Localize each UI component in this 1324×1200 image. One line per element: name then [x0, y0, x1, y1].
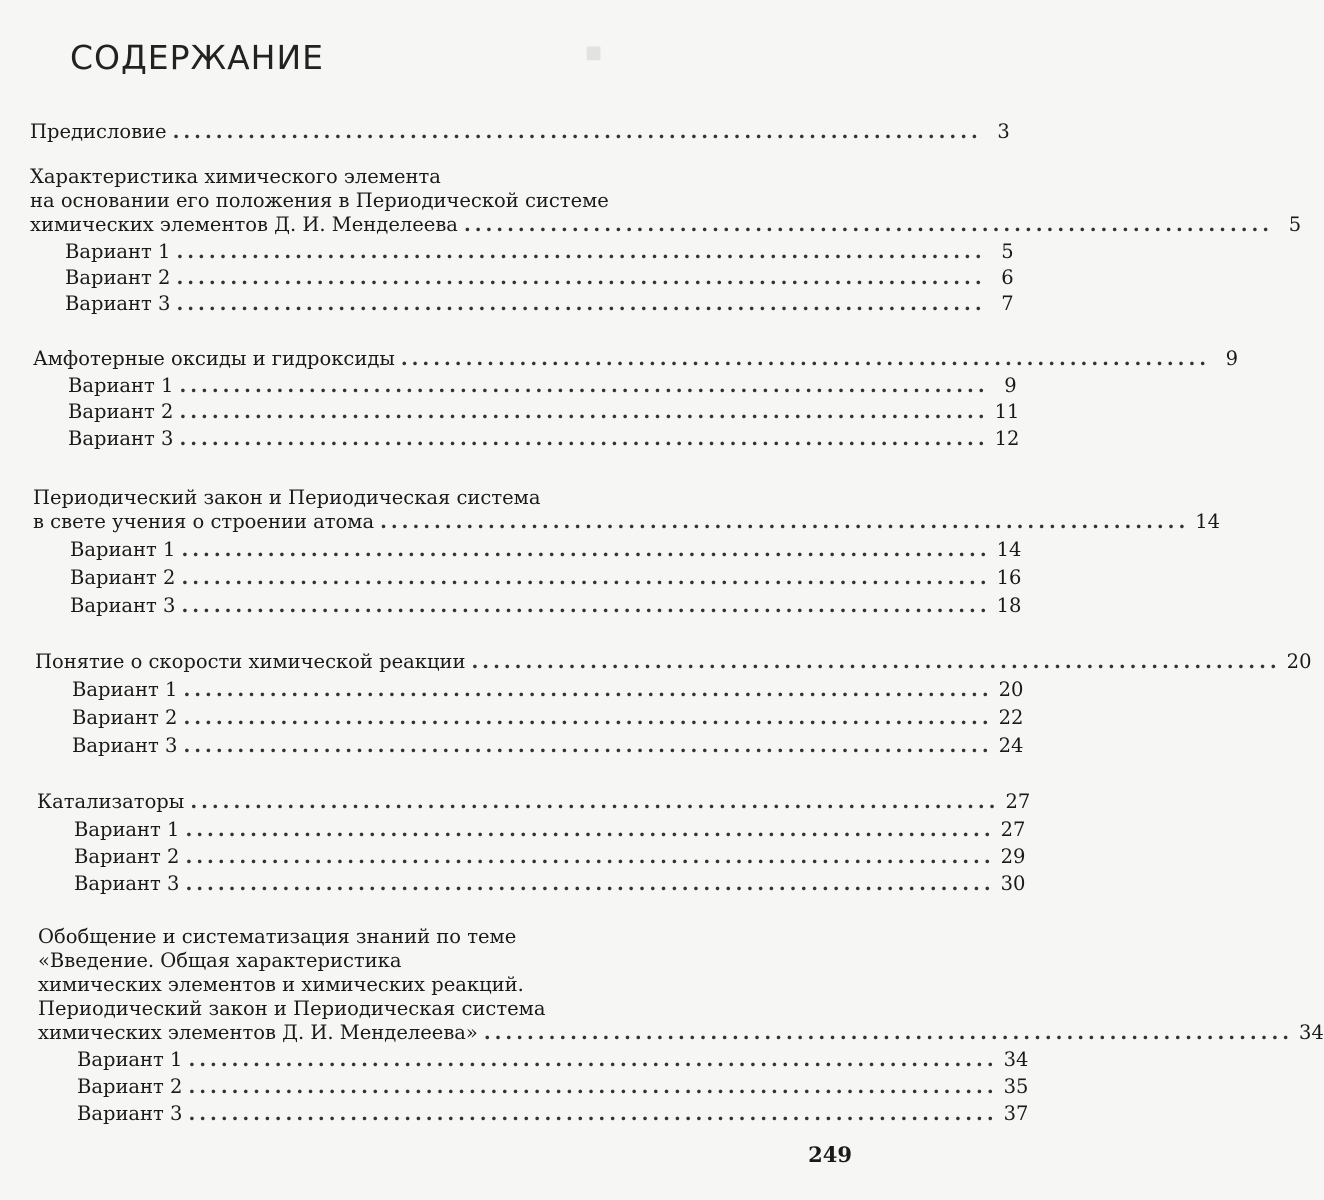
toc-leader: ........................................................................... — [179, 400, 989, 423]
toc-entry-page: 14 — [1195, 510, 1221, 533]
toc-leader: ........................................................................... — [181, 594, 991, 617]
toc-entry-title: Вариант 3 — [70, 594, 176, 617]
toc-entry-page: 5 — [1288, 213, 1302, 236]
toc-entry-page: 27 — [1000, 818, 1026, 841]
toc-entry-page: 22 — [998, 706, 1024, 729]
toc-leader: ........................................................................... — [190, 790, 1000, 813]
toc-leader: ........................................................................... — [183, 706, 993, 729]
toc-entry-title: Вариант 2 — [68, 400, 174, 423]
toc-subentry-variant[interactable] — [77, 1075, 1029, 1099]
toc-entry-title: Вариант 1 — [77, 1048, 183, 1071]
toc-entry-title: Вариант 3 — [65, 292, 171, 315]
toc-subentry-variant[interactable] — [68, 427, 1020, 451]
toc-entry-title: Вариант 2 — [70, 566, 176, 589]
toc-subentry-variant[interactable] — [68, 374, 1017, 398]
toc-entry-line: Периодический закон и Периодическая система — [33, 486, 541, 509]
toc-leader: ........................................................................... — [183, 678, 993, 701]
toc-entry-page: 18 — [996, 594, 1022, 617]
toc-leader: ........................................................................... — [463, 213, 1274, 236]
toc-entry-page: 9 — [1004, 374, 1017, 397]
toc-entry-line: Характеристика химического элемента — [30, 165, 441, 188]
toc-subentry-variant[interactable] — [65, 240, 1014, 264]
toc-leader: ........................................................................... — [188, 1102, 998, 1125]
toc-entry-line: Обобщение и систематизация знаний по теме — [38, 925, 517, 948]
toc-entry-title: Вариант 2 — [72, 706, 178, 729]
toc-entry-page: 37 — [1003, 1102, 1029, 1125]
toc-entry-page: 34 — [1003, 1048, 1029, 1071]
toc-leader: ........................................................................... — [181, 566, 991, 589]
toc-entry-title: химических элементов Д. И. Менделеева — [30, 213, 458, 236]
toc-subentry-variant[interactable] — [70, 538, 1022, 562]
toc-leader: ........................................................................... — [400, 347, 1211, 370]
toc-entry-title: химических элементов Д. И. Менделеева» — [38, 1021, 478, 1044]
toc-entry-page: 6 — [1001, 266, 1014, 289]
toc-entry-line: Периодический закон и Периодическая система — [38, 997, 546, 1020]
toc-leader: ........................................................................... — [380, 510, 1190, 533]
toc-leader: ........................................................................... — [176, 266, 986, 289]
toc-entry-page: 5 — [1001, 240, 1014, 263]
toc-entry-page: 20 — [1286, 650, 1312, 673]
toc-leader: ........................................................................... — [185, 872, 995, 895]
toc-entry-line: на основании его положения в Периодической системе — [30, 189, 609, 212]
toc-entry-title: Вариант 3 — [74, 872, 180, 895]
toc-leader: ........................................................................... — [183, 734, 993, 757]
toc-subentry-variant[interactable] — [77, 1102, 1029, 1126]
toc-leader: ........................................................................... — [181, 538, 991, 561]
toc-entry-page: 12 — [994, 427, 1020, 450]
toc-entry-title: Понятие о скорости химической реакции — [35, 650, 466, 673]
toc-subentry-variant[interactable] — [68, 400, 1020, 424]
toc-entry-page: 16 — [996, 566, 1022, 589]
toc-entry-page: 27 — [1005, 790, 1031, 813]
toc-entry-title: Вариант 2 — [65, 266, 171, 289]
bleed-through-text: ■ — [585, 42, 603, 63]
toc-leader: ........................................................................... — [176, 240, 986, 263]
toc-leader: ........................................................................... — [179, 427, 989, 450]
toc-entry-title: Катализаторы — [37, 790, 185, 813]
toc-entry-title: Вариант 1 — [74, 818, 180, 841]
toc-entry-page: 9 — [1225, 347, 1239, 370]
toc-leader: ........................................................................... — [185, 845, 995, 868]
toc-entry-title: Вариант 1 — [70, 538, 176, 561]
toc-entry-title: Вариант 2 — [77, 1075, 183, 1098]
toc-subentry-variant[interactable] — [72, 706, 1024, 730]
toc-entry-page: 7 — [1001, 292, 1014, 315]
toc-subentry-variant[interactable] — [65, 292, 1014, 316]
toc-entry-page: 29 — [1000, 845, 1026, 868]
toc-entry-page: 35 — [1003, 1075, 1029, 1098]
toc-leader: ........................................................................... — [471, 650, 1281, 673]
toc-entry-title: Амфотерные оксиды и гидроксиды — [33, 347, 395, 370]
toc-leader: ........................................................................... — [188, 1048, 998, 1071]
toc-entry-page: 3 — [997, 120, 1010, 143]
toc-entry-title: Вариант 2 — [74, 845, 180, 868]
toc-entry-page: 14 — [996, 538, 1022, 561]
toc-entry-preface[interactable] — [30, 120, 1010, 144]
toc-entry-element-characteristic[interactable] — [30, 213, 1302, 237]
toc-entry-title: Вариант 3 — [68, 427, 174, 450]
toc-subentry-variant[interactable] — [72, 678, 1024, 702]
toc-subentry-variant[interactable] — [74, 818, 1026, 842]
toc-entry-page: 34 — [1299, 1021, 1324, 1044]
toc-entry-title: в свете учения о строении атома — [33, 510, 375, 533]
toc-entry-title: Вариант 1 — [68, 374, 174, 397]
toc-entry-page: 24 — [998, 734, 1024, 757]
toc-entry-title: Предисловие — [30, 120, 167, 143]
toc-entry-page: 20 — [998, 678, 1024, 701]
toc-entry-page: 30 — [1000, 872, 1026, 895]
toc-subentry-variant[interactable] — [70, 594, 1022, 618]
toc-subentry-variant[interactable] — [74, 872, 1026, 896]
toc-entry-title: Вариант 1 — [65, 240, 171, 263]
toc-entry-catalysts[interactable] — [37, 790, 1031, 814]
toc-leader: ........................................................................... — [176, 292, 986, 315]
toc-entry-title: Вариант 3 — [77, 1102, 183, 1125]
toc-entry-periodic-law[interactable] — [33, 510, 1221, 534]
toc-subentry-variant[interactable] — [74, 845, 1026, 869]
toc-entry-generalization[interactable] — [38, 1021, 1324, 1045]
toc-subentry-variant[interactable] — [65, 266, 1014, 290]
toc-entry-amphoteric-oxides[interactable] — [33, 347, 1239, 371]
toc-leader: ........................................................................... — [188, 1075, 998, 1098]
toc-entry-title: Вариант 1 — [72, 678, 178, 701]
page-number: 249 — [808, 1142, 852, 1167]
toc-subentry-variant[interactable] — [70, 566, 1022, 590]
toc-leader: ........................................................................... — [172, 120, 982, 143]
toc-entry-page: 11 — [994, 400, 1020, 423]
toc-entry-line: «Введение. Общая характеристика — [38, 949, 402, 972]
toc-subentry-variant[interactable] — [77, 1048, 1029, 1072]
toc-entry-reaction-rate[interactable] — [35, 650, 1312, 674]
toc-subentry-variant[interactable] — [72, 734, 1024, 758]
toc-leader: ........................................................................... — [179, 374, 989, 397]
toc-entry-title: Вариант 3 — [72, 734, 178, 757]
toc-leader: ........................................................................... — [483, 1021, 1294, 1044]
toc-leader: ........................................................................... — [185, 818, 995, 841]
toc-entry-line: химических элементов и химических реакций. — [38, 973, 524, 996]
page-title: СОДЕРЖАНИЕ — [70, 38, 325, 77]
